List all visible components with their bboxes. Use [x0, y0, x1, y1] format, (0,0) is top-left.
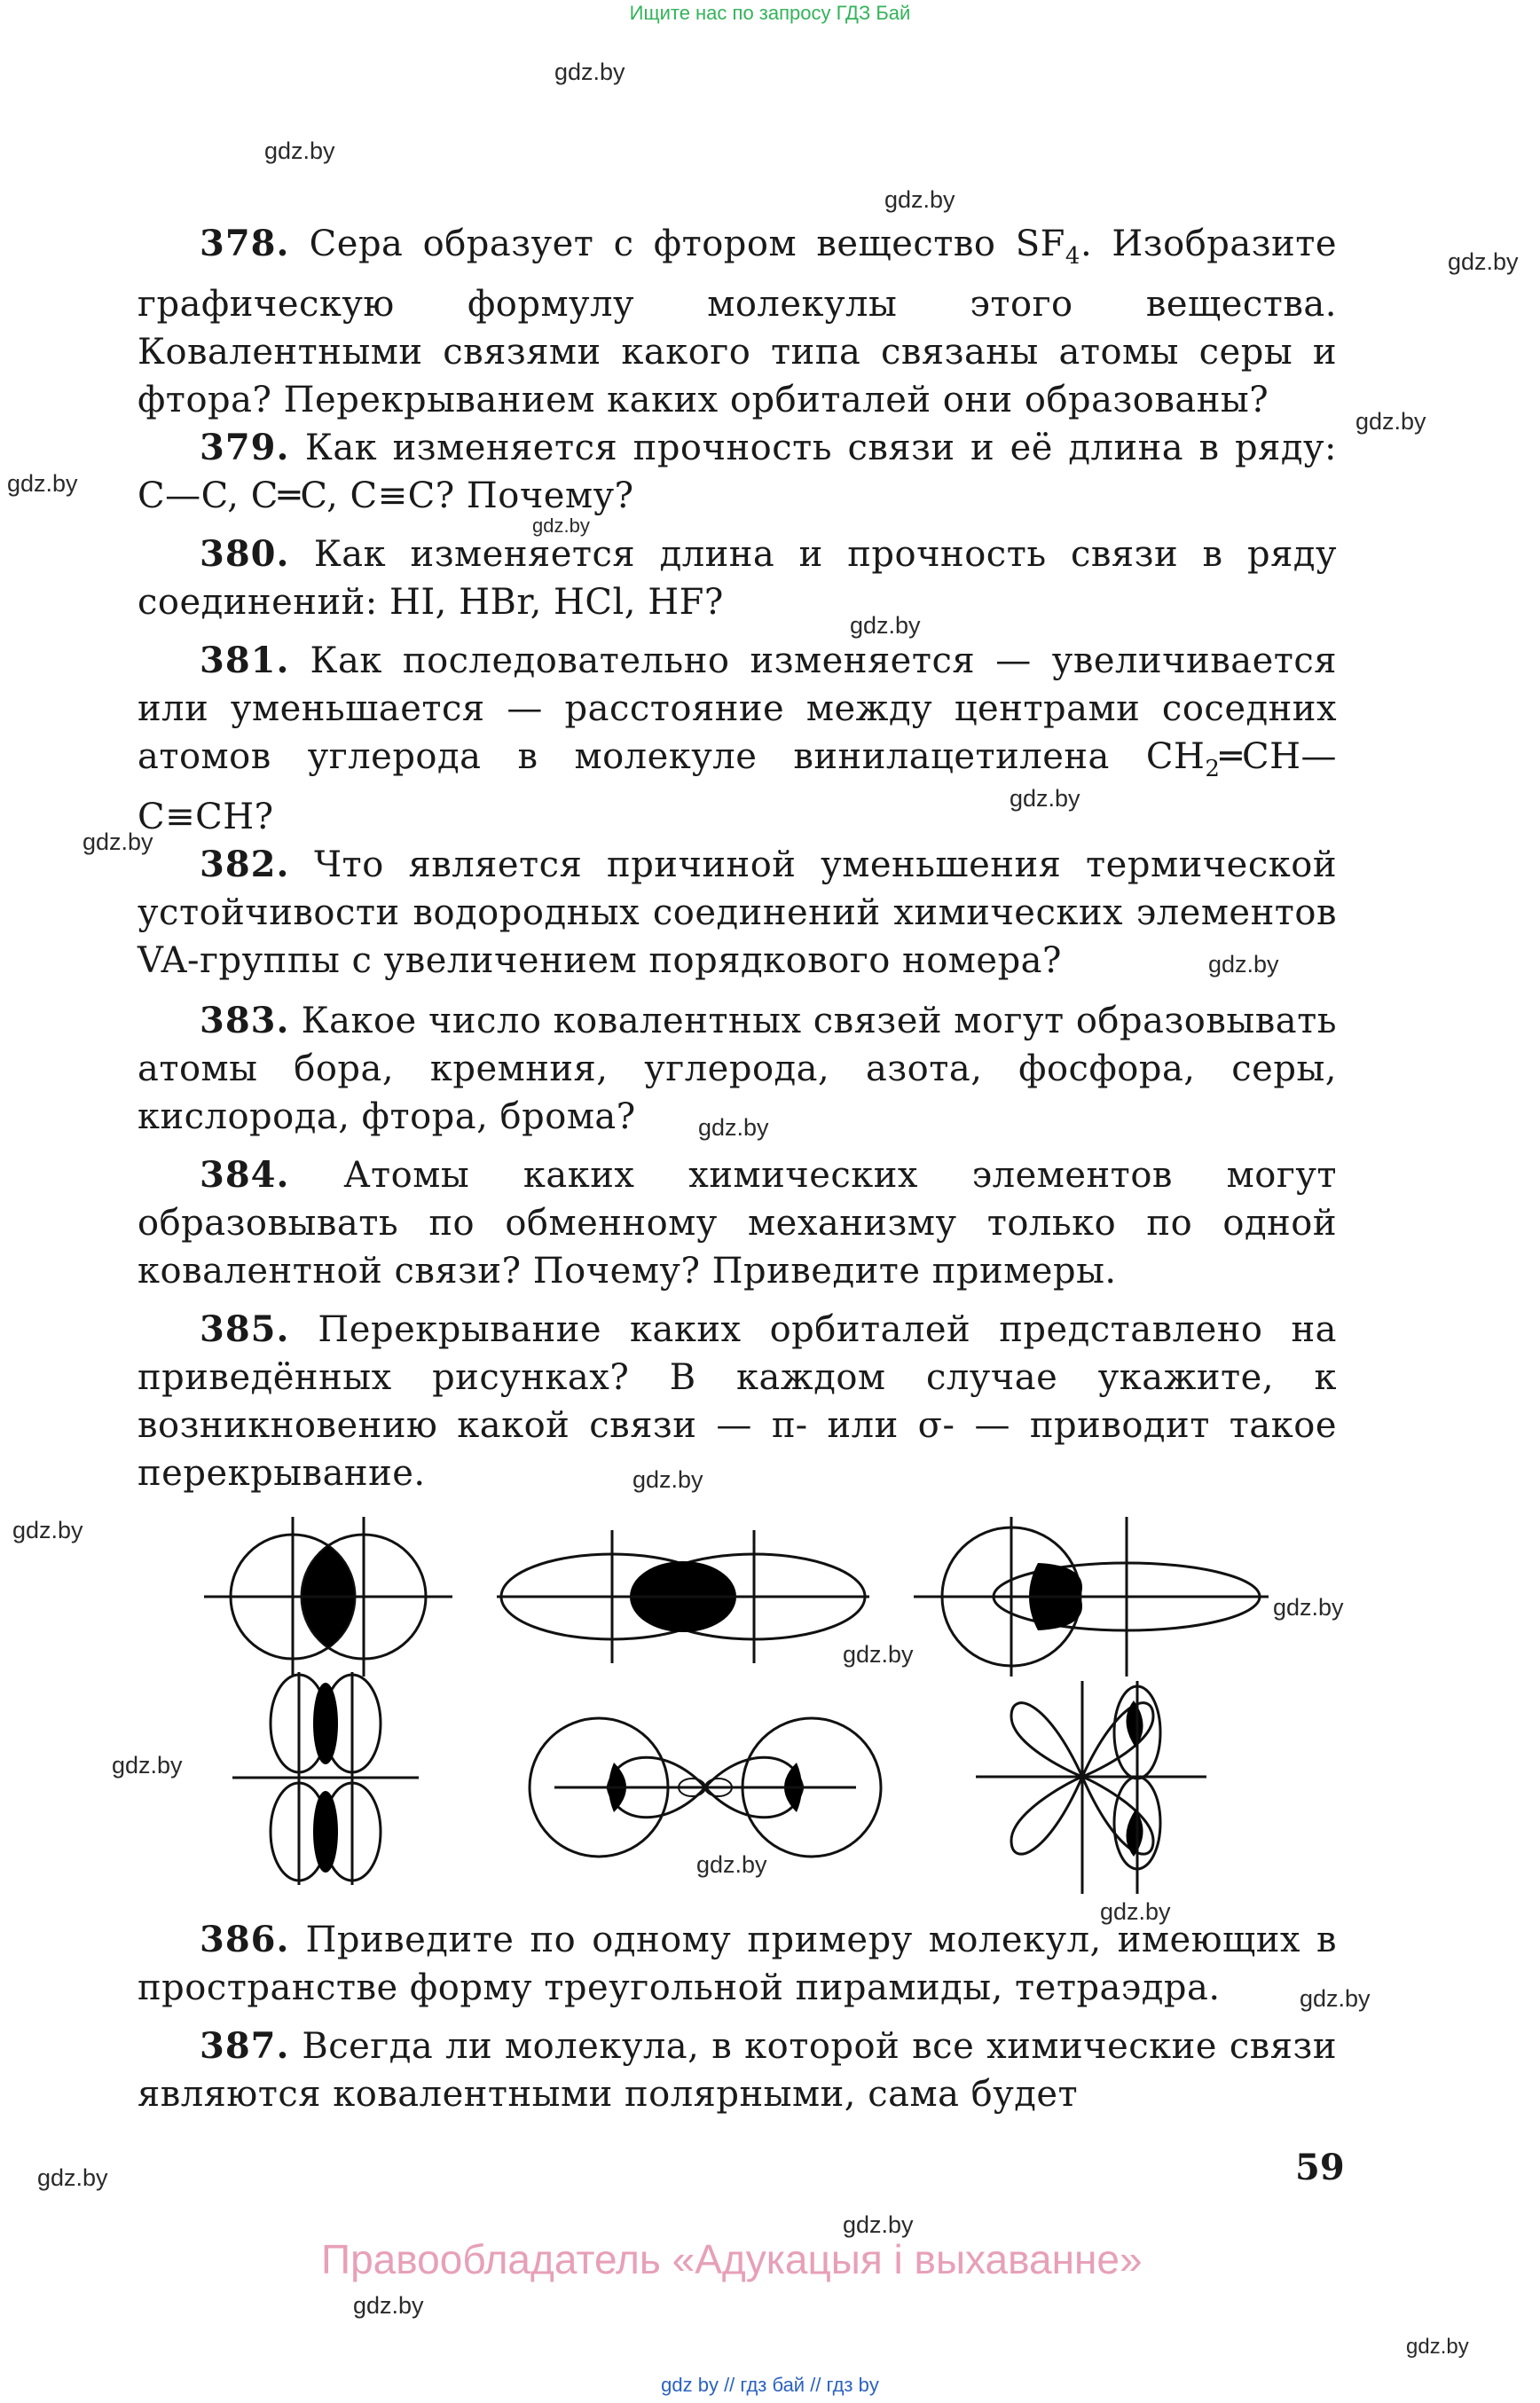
- task-text: Всегда ли молекула, в которой все химические связи являются ковалентными полярными, сама будет: [138, 2026, 1337, 2115]
- task-number: 379.: [200, 427, 290, 468]
- watermark: gdz.by: [843, 1641, 914, 1668]
- task-text: Приведите по одному примеру молекул, имеющих в пространстве форму треугольной пирамиды, тетраэдра.: [138, 1920, 1337, 2008]
- task-text: Атомы каких химических элементов могут образовывать по обменному механизму только по одной ковалентной связи? Почему? Приведите примеры.: [138, 1155, 1338, 1292]
- watermark: gdz.by: [1406, 2335, 1469, 2359]
- header-note: Ищите нас по запросу ГДЗ Бай: [629, 2, 911, 24]
- orbital-overlap-s-p-s: [519, 1716, 892, 1858]
- task-number: 382.: [200, 844, 290, 885]
- task-number: 384.: [200, 1154, 290, 1196]
- orbital-overlap-p-p-sigma: [497, 1521, 869, 1672]
- copyright-holder: Правообладатель «Адукацыя і выхаванне»: [321, 2236, 1143, 2282]
- page-number: 59: [1295, 2147, 1345, 2188]
- task-text-continued: ═CH—C≡CH?: [138, 736, 1337, 837]
- watermark: gdz.by: [112, 1752, 183, 1779]
- orbital-overlap-d-p: [976, 1681, 1206, 1894]
- task-number: 381.: [200, 640, 290, 681]
- watermark: gdz.by: [554, 59, 625, 85]
- task-387: [138, 2022, 1337, 2118]
- task-subscript: 4: [1065, 243, 1080, 270]
- task-385: [138, 1306, 1337, 1497]
- orbital-overlap-s-p: [914, 1517, 1269, 1677]
- watermark: gdz.by: [1100, 1898, 1171, 1925]
- watermark: gdz.by: [353, 2292, 424, 2319]
- orbital-overlap-p-p-pi: [232, 1672, 419, 1885]
- orbital-overlap-s-s: [204, 1517, 452, 1677]
- task-text: Перекрывание каких орбиталей представлено на приведённых рисунках? В каждом случае укажите, к возникновению какой связи — π- или σ- — приводит такое перекрывание.: [138, 1309, 1337, 1494]
- task-380: [138, 530, 1337, 626]
- task-381: [138, 637, 1337, 841]
- task-text: Какое число ковалентных связей могут образовывать атомы бора, кремния, углерода, азота, фосфора, серы, кислорода, фтора, брома?: [138, 1001, 1337, 1137]
- watermark: gdz.by: [632, 1466, 703, 1493]
- task-379: [138, 424, 1337, 520]
- watermark: gdz.by: [7, 470, 78, 497]
- watermark: gdz.by: [82, 828, 153, 855]
- watermark: gdz.by: [37, 2164, 108, 2191]
- watermark: gdz.by: [884, 186, 955, 213]
- task-text: Сера образует с фтором вещество SF: [309, 224, 1065, 264]
- task-text: Что является причиной уменьшения термической устойчивости водородных соединений химических элементов VA-группы с увеличением порядкового номера?: [138, 844, 1337, 981]
- watermark: gdz.by: [1355, 408, 1426, 435]
- watermark: gdz.by: [1273, 1594, 1344, 1621]
- watermark: gdz.by: [1010, 785, 1080, 812]
- task-text: Как изменяется прочность связи и её длина в ряду: C—C, C═C, C≡C? Почему?: [138, 428, 1337, 516]
- task-number: 387.: [200, 2025, 290, 2067]
- task-number: 385.: [200, 1308, 290, 1350]
- watermark: gdz.by: [843, 2211, 914, 2238]
- task-382: [138, 841, 1337, 985]
- watermark: gdz.by: [850, 612, 921, 639]
- watermark: gdz.by: [532, 514, 590, 537]
- task-text: Как изменяется длина и прочность связи в ряду соединений: HI, HBr, HCl, HF?: [138, 534, 1337, 623]
- task-386: [138, 1916, 1337, 2012]
- task-384: [138, 1151, 1337, 1295]
- watermark: gdz.by: [12, 1517, 83, 1543]
- footer-note: gdz by // гдз бай // гдз by: [661, 2374, 879, 2396]
- watermark: gdz.by: [1448, 248, 1519, 275]
- watermark: gdz.by: [1208, 951, 1279, 978]
- task-378: [138, 220, 1337, 424]
- watermark: gdz.by: [696, 1851, 767, 1878]
- task-number: 378.: [200, 223, 290, 264]
- task-number: 386.: [200, 1919, 290, 1960]
- watermark: gdz.by: [698, 1114, 769, 1141]
- task-text-continued: . Изобразите графическую формулу молекулы этого вещества. Ковалентными связями какого типа связаны атомы серы и фтора? Перекрыванием каких орбиталей они образованы?: [138, 224, 1338, 420]
- watermark: gdz.by: [264, 137, 335, 164]
- task-text: Как последовательно изменяется — увеличивается или уменьшается — расстояние между центрами соседних атомов углерода в молекуле винилацетилена CH: [138, 640, 1338, 777]
- task-number: 383.: [200, 1000, 290, 1041]
- task-number: 380.: [200, 533, 290, 575]
- watermark: gdz.by: [1300, 1985, 1371, 2012]
- task-subscript: 2: [1205, 756, 1221, 782]
